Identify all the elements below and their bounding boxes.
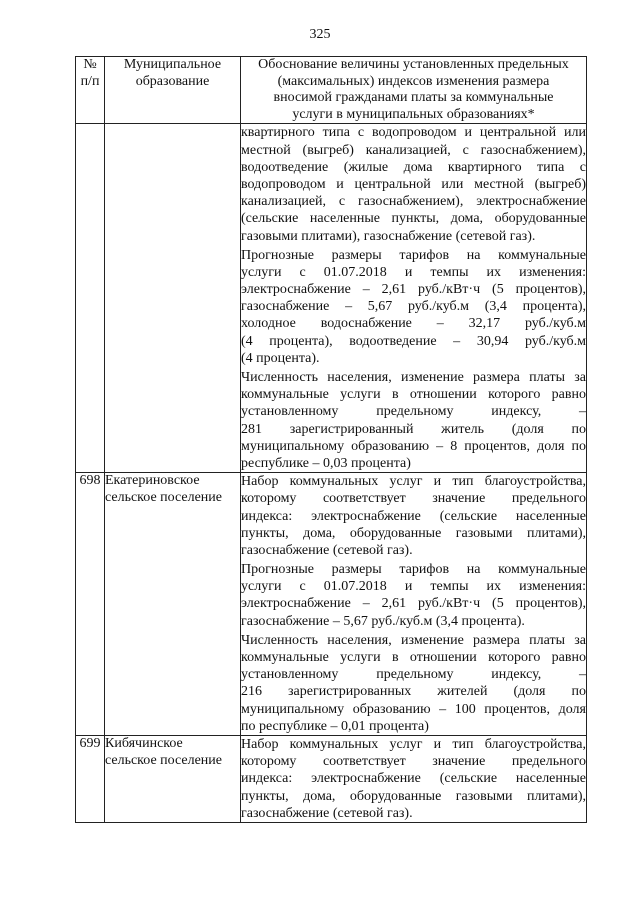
text-line: которому соответствует значение предельного (241, 491, 586, 507)
text-line: республике – 0,03 процента) (241, 455, 411, 471)
header-line: услуги в муниципальных образованиях* (292, 106, 535, 122)
text-line: индекса: электроснабжение (сельские населенные (241, 771, 586, 787)
text-line: муниципальному образованию – 100 процентов, доля (241, 701, 586, 717)
text-line: которому соответствует значение предельного (241, 754, 586, 770)
text-line: по республике – 0,01 процента) (241, 718, 429, 734)
text-line: водопроводом и центральной или местной (выгреб) (241, 176, 586, 192)
text-line: услуги с 01.07.2018 и темпы их изменения: (241, 264, 586, 280)
header-line: Обоснование величины установленных предельных (258, 57, 569, 72)
header-line: Муниципальное (123, 57, 222, 72)
text-line: (4 процента), водоотведение – 30,94 руб./куб.м (241, 333, 586, 349)
tariff-table (75, 56, 587, 823)
header-municipality (105, 57, 241, 124)
municipality-name (105, 124, 241, 473)
text-line: пункты, дома, оборудованные газовыми плитами), (241, 525, 586, 541)
municipality-name-line: сельское поселение (105, 752, 222, 768)
table-row (76, 735, 587, 822)
municipality-name (105, 473, 241, 736)
table-row (76, 473, 587, 736)
text-line: Численность населения, изменение размера платы за (241, 370, 586, 385)
justification-text (241, 473, 587, 736)
text-line: газоснабжение (сетевой газ). (241, 542, 413, 558)
row-number: 699 (76, 735, 105, 822)
text-line: Численность населения, изменение размера платы за (241, 632, 586, 648)
text-line: холодное водоснабжение – 32,17 руб./куб.м (241, 316, 586, 332)
municipality-name-line: Кибячинское (105, 735, 183, 751)
row-number (76, 124, 105, 473)
text-line: муниципальному образованию – 8 процентов, доля по (241, 438, 586, 454)
text-line: (4 процента). (241, 350, 320, 366)
header-line: № (83, 57, 97, 72)
municipality-name (105, 735, 241, 822)
text-line: водоотведение (жилые дома квартирного типа с (241, 159, 586, 175)
text-line: индекса: электроснабжение (сельские населенные (241, 508, 586, 524)
text-line: установленному предельному индексу, – (241, 667, 586, 683)
justification-text (241, 735, 587, 822)
municipality-name-line: сельское поселение (105, 489, 222, 505)
text-line: местной (выгреб) канализацией, с газоснабжением), (241, 142, 586, 158)
page-number: 325 (309, 27, 331, 42)
text-line: коммунальные услуги в отношении которого равно (241, 387, 586, 403)
municipality-name-line: Екатериновское (105, 473, 200, 489)
text-line: Набор коммунальных услуг и тип благоустройства, (241, 736, 586, 752)
text-line: газовыми плитами), газоснабжение (сетевой газ). (241, 228, 536, 244)
row-number: 698 (76, 473, 105, 736)
text-line: Набор коммунальных услуг и тип благоустройства, (241, 474, 586, 490)
header-line: образование (135, 73, 210, 89)
text-line: газоснабжение (сетевой газ). (241, 805, 413, 821)
header-line: (максимальных) индексов изменения размера (277, 73, 550, 89)
text-line: Прогнозные размеры тарифов на коммунальные (241, 562, 586, 578)
text-line: (сельские населенные пункты, дома, оборудованные (241, 211, 586, 227)
text-line: коммунальные услуги в отношении которого равно (241, 650, 586, 665)
text-line: установленному предельному индексу, – (241, 404, 586, 420)
text-line: 216 зарегистрированных жителей (доля по (241, 684, 586, 700)
header-justification (241, 57, 587, 124)
text-line: газоснабжение – 5,67 руб./куб.м (3,4 процента), (241, 299, 586, 315)
header-line: п/п (80, 73, 100, 89)
text-line: электроснабжение – 2,61 руб./кВт·ч (5 процентов), (241, 596, 586, 612)
table-row (76, 124, 587, 473)
header-line: вносимой гражданами платы за коммунальные (273, 90, 554, 106)
justification-text (241, 124, 587, 473)
table-body (76, 124, 587, 823)
text-line: квартирного типа с водопроводом и центральной или (241, 125, 586, 141)
table-header-row (76, 57, 587, 124)
text-line: Прогнозные размеры тарифов на коммунальные (241, 247, 586, 263)
text-line: 281 зарегистрированный житель (доля по (241, 421, 586, 437)
text-line: услуги с 01.07.2018 и темпы их изменения: (241, 579, 586, 595)
text-line: пункты, дома, оборудованные газовыми плитами), (241, 788, 586, 804)
header-number (76, 57, 105, 124)
text-line: канализацией, с газоснабжением), электроснабжение (241, 194, 586, 210)
text-line: газоснабжение – 5,67 руб./куб.м (3,4 процента). (241, 613, 525, 629)
text-line: электроснабжение – 2,61 руб./кВт·ч (5 процентов), (241, 282, 586, 298)
